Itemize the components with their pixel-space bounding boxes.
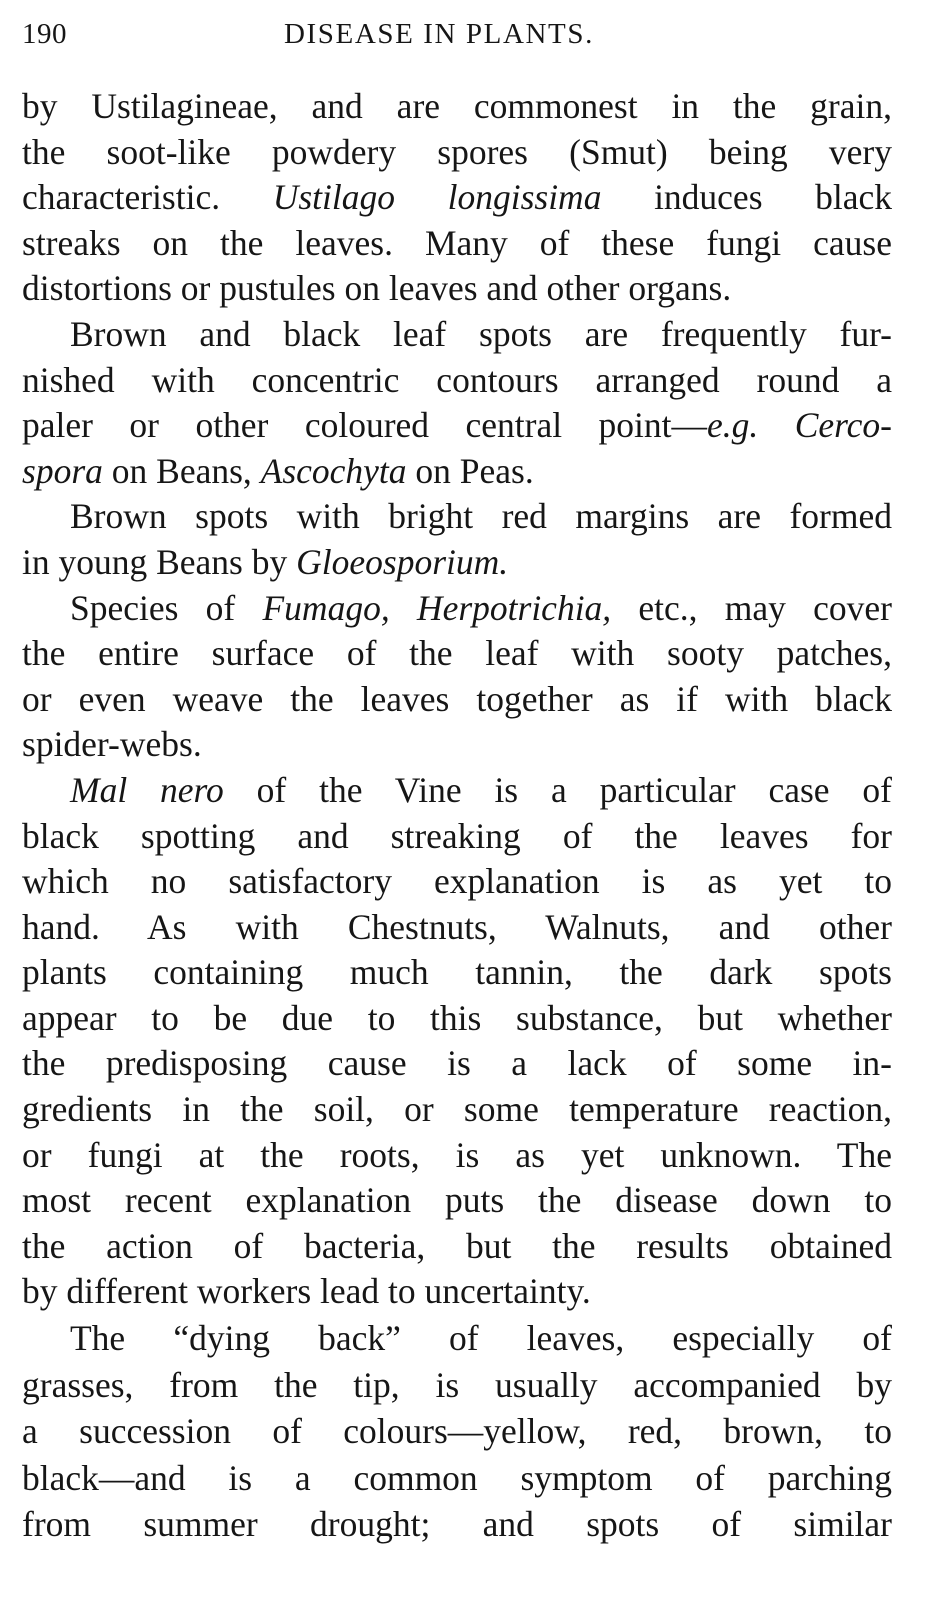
text-segment: streaks on the leaves. Many of these fungi cause [22,222,892,263]
text-segment: in young Beans by [22,541,297,582]
text-segment: Brown and black leaf spots are frequently fur- [70,313,892,354]
text-segment: the soot-like powdery spores (Smut) being very [22,131,892,172]
text-line [22,449,892,495]
text-line [22,814,892,860]
italic-text: Fumago, Herpotrichia, [262,587,612,628]
text-line [22,859,892,905]
text-segment: of the Vine is a particular case of [223,769,892,810]
text-segment: characteristic. [22,177,273,218]
text-line [22,1087,892,1133]
text-line [22,631,892,677]
body-text [22,84,892,1548]
text-segment: paler or other coloured central point— [22,405,708,446]
text-segment: spider-webs. [22,724,202,765]
text-line [22,1269,892,1315]
text-line [22,130,892,176]
text-segment: on Beans, [102,450,261,491]
text-segment: or even weave the leaves together as if with black [22,678,892,719]
text-line [22,494,892,540]
text-line [22,1133,892,1179]
text-line [22,677,892,723]
text-segment: the predisposing cause is a lack of some in- [22,1043,892,1084]
text-line [22,403,892,449]
italic-text: Ustilago longissima [272,177,602,218]
text-line [22,1041,892,1087]
text-segment: plants containing much tannin, the dark spots [22,952,892,993]
italic-text: e.g. Cerco- [707,405,892,446]
text-line [22,221,892,267]
text-segment: distortions or pustules on leaves and other organs. [22,268,732,309]
text-line [22,1224,892,1270]
text-line [22,312,892,358]
text-segment: hand. As with Chestnuts, Walnuts, and other [22,906,892,947]
text-segment: grasses, from the tip, is usually accompanied by [22,1364,892,1405]
text-segment: The “dying back” of leaves, especially of [70,1318,892,1359]
text-segment: the entire surface of the leaf with sooty patches, [22,633,892,674]
text-line [22,1315,892,1362]
text-segment: etc., may cover [611,587,892,628]
text-segment: from summer drought; and spots of similar [22,1504,892,1545]
text-line [22,1408,892,1455]
text-line [22,1178,892,1224]
text-segment: appear to be due to this substance, but whether [22,997,892,1038]
text-line [22,1362,892,1409]
text-line [22,358,892,404]
text-segment: or fungi at the roots, is as yet unknown. The [22,1134,892,1175]
text-segment: black—and is a common symptom of parching [22,1457,892,1498]
text-segment: black spotting and streaking of the leaves for [22,815,892,856]
running-head: DISEASE IN PLANTS. [284,18,594,50]
text-line [22,1455,892,1502]
text-line [22,905,892,951]
italic-text: Ascochyta [260,450,407,491]
text-segment: which no satisfactory explanation is as yet to [22,861,892,902]
text-line [22,768,892,814]
text-line [22,540,892,586]
text-segment: the action of bacteria, but the results obtained [22,1225,892,1266]
italic-text: Gloeosporium. [296,541,509,582]
italic-text: spora [22,450,103,491]
text-line [22,722,892,768]
text-line [22,586,892,632]
text-segment: by different workers lead to uncertainty. [22,1271,591,1312]
text-segment: gredients in the soil, or some temperature reaction, [22,1089,892,1130]
text-segment: Species of [70,587,263,628]
text-line [22,175,892,221]
text-segment: on Peas. [406,450,534,491]
text-line [22,1501,892,1548]
page-header [22,14,900,58]
italic-text: Mal nero [70,769,224,810]
page-number: 190 [22,18,67,50]
text-segment: most recent explanation puts the disease down to [22,1180,892,1221]
text-segment: Brown spots with bright red margins are formed [70,496,892,537]
text-segment: induces black [601,177,892,218]
text-segment: nished with concentric contours arranged round a [22,359,892,400]
text-segment: by Ustilagineae, and are commonest in the grain, [22,86,892,126]
text-line [22,266,892,312]
text-line [22,996,892,1042]
text-line [22,84,892,130]
text-segment: a succession of colours—yellow, red, brown, to [22,1411,892,1452]
text-line [22,950,892,996]
